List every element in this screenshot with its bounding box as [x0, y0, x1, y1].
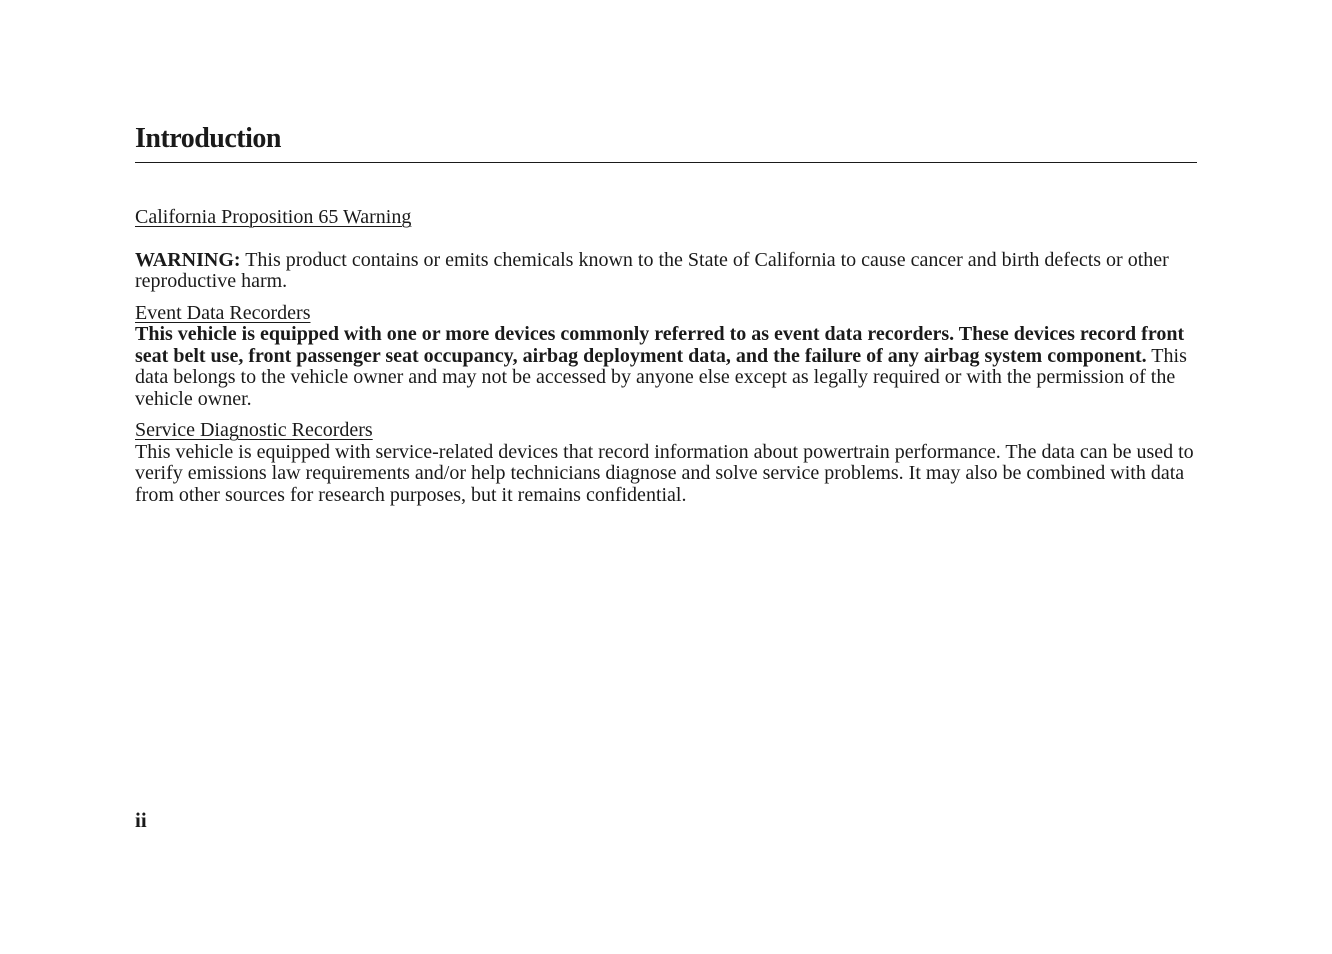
prop65-warning-paragraph	[135, 250, 1197, 293]
section-service-diagnostic-recorders	[135, 420, 1197, 506]
title-divider	[135, 162, 1197, 163]
section-prop65	[135, 207, 1197, 293]
edr-bold-text: This vehicle is equipped with one or more devices commonly referred to as event data recorders. These devices record front seat belt use, front passenger seat occupancy, airbag deployment data, and the failure of any airbag system component.	[135, 323, 1185, 367]
sdr-paragraph: This vehicle is equipped with service-related devices that record information about powertrain performance. The data can be used to verify emissions law requirements and/or help technicians diagnose and solve service problems. It may also be combined with data from other sources for research purposes, but it remains confidential.	[135, 440, 1194, 506]
page-content	[135, 207, 1197, 506]
section-heading-prop65: California Proposition 65 Warning	[135, 206, 412, 228]
edr-normal-text: This data belongs to the vehicle owner and may not be accessed by anyone else except as legally required or with the permission of the vehicle owner.	[135, 344, 1187, 410]
edr-paragraph	[135, 324, 1197, 410]
section-heading-sdr: Service Diagnostic Recorders	[135, 419, 373, 441]
warning-label: WARNING:	[135, 248, 241, 271]
page-title: Introduction	[135, 123, 281, 154]
section-event-data-recorders	[135, 303, 1197, 411]
page-number: ii	[135, 808, 147, 832]
section-heading-edr: Event Data Recorders	[135, 301, 311, 324]
warning-text: This product contains or emits chemicals known to the State of California to cause cancer and birth defects or other reproductive harm.	[135, 248, 1169, 292]
